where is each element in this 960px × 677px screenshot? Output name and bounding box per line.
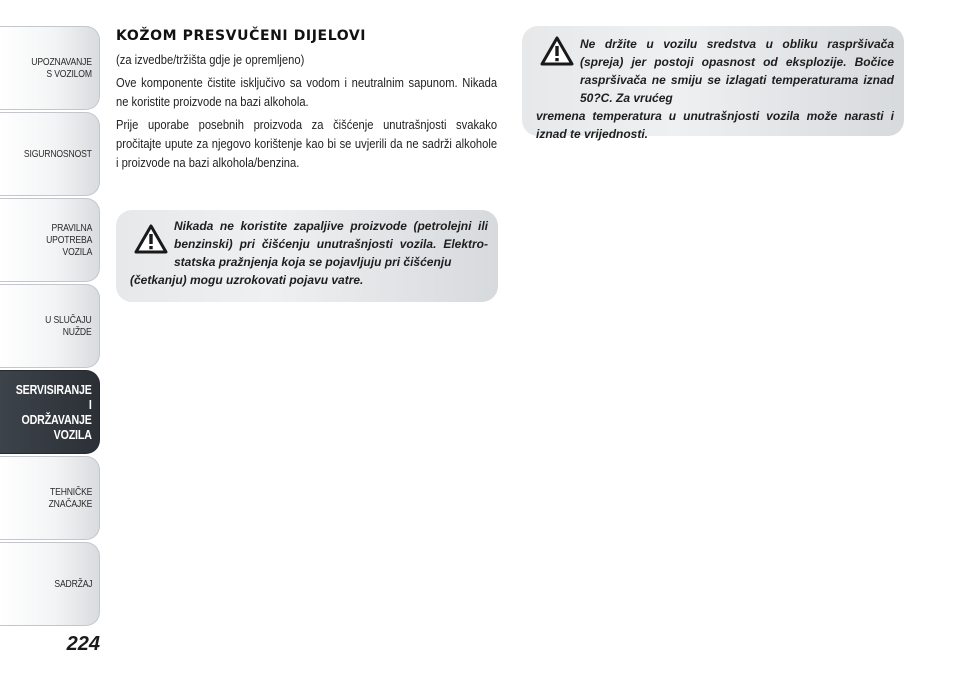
- warning-box-flammable: [116, 210, 498, 302]
- warning-text-lead: Ne držite u vozilu sredstva u obliku raspršivača (spreja) jer postoji opasnost od eksplozije. Bočice raspršivača ne smiju se izlagati temperaturama iznad 50?C. Za vrućeg: [580, 37, 894, 105]
- tab-pravilna-upotreba-vozila[interactable]: [0, 198, 100, 282]
- tab-label: UPOZNAVANJE S VOZILOM: [31, 56, 92, 80]
- paragraph-cleaning: Ove komponente čistite isključivo sa vodom i neutralnim sapunom. Nikada ne koristite proizvode na bazi alkohola.: [116, 75, 498, 109]
- tab-label: U SLUČAJU NUŽDE: [45, 314, 92, 338]
- tab-servisiranje-i-odrzavanje-vozila[interactable]: [0, 370, 100, 454]
- section-leather-parts: [116, 28, 498, 176]
- warning-triangle-icon: [134, 224, 168, 254]
- page-number: 224: [66, 633, 100, 655]
- warning-box-aerosol: [522, 26, 904, 141]
- tab-sadrzaj[interactable]: [0, 542, 100, 626]
- tab-label: SIGURNOSNOST: [24, 148, 92, 160]
- warning-text: [536, 35, 894, 143]
- warning-text: [130, 217, 488, 289]
- warning-text-lead: Nikada ne koristite zapaljive proizvode (petrolejni ili benzinski) pri čišćenju unutrašnjosti vozila. Elektro-statska pražnjenja koja se pojavljuju pri čišćenju: [174, 219, 488, 269]
- tab-label: SADRŽAJ: [53, 578, 92, 590]
- warning-triangle-icon: [540, 36, 574, 66]
- tab-tehnicke-znacajke[interactable]: [0, 456, 100, 540]
- tab-u-slucaju-nuzde[interactable]: [0, 284, 100, 368]
- warning-text-tail: vremena temperatura u unutrašnjosti vozila može narasti i iznad te vrijednosti.: [536, 109, 894, 141]
- tab-label: TEHNIČKE ZNAČAJKE: [48, 486, 92, 510]
- tab-label: PRAVILNA UPOTREBA VOZILA: [45, 222, 92, 258]
- warning-text-tail: (četkanju) mogu uzrokovati pojavu vatre.: [130, 273, 364, 287]
- paragraph-special-products: Prije uporabe posebnih proizvoda za čišćenje unutrašnjosti svakako pročitajte upute za njegovo korištenje kao bi se uvjerili da ne sadrži alkohole i proizvode na bazi alkohola/benzina.: [116, 117, 498, 170]
- section-subtitle: (za izvedbe/tržišta gdje je opremljeno): [116, 52, 305, 67]
- tab-upoznavanje-s-vozilom[interactable]: [0, 26, 100, 110]
- section-heading: KOŽOM PRESVUČENI DIJELOVI: [116, 28, 367, 44]
- tab-label: SERVISIRANJE I ODRŽAVANJE VOZILA: [15, 382, 92, 442]
- tab-sigurnosnost[interactable]: [0, 112, 100, 196]
